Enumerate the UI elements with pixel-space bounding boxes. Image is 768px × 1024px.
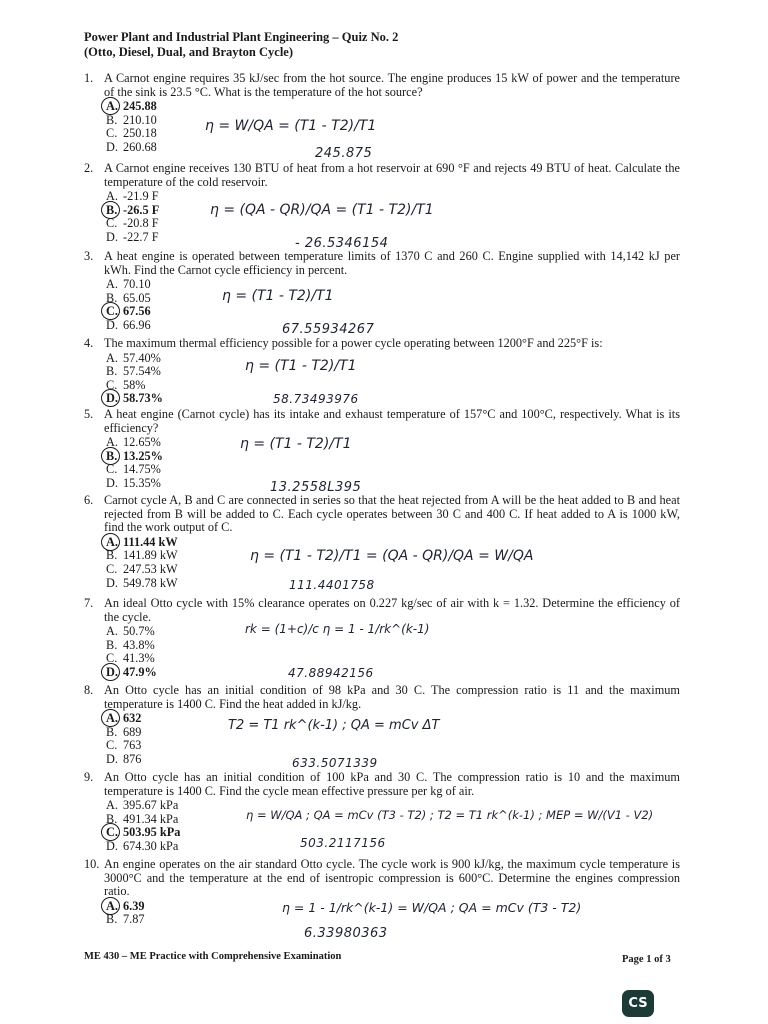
handwritten-formula: η = 1 - 1/rk^(k-1) = W/QA ; QA = mCv (T3 - T2) [282,900,582,915]
question-number: 6. [84,493,94,507]
handwritten-answer: 111.4401758 [289,578,375,592]
question-text: An ideal Otto cycle with 15% clearance operates on 0.227 kg/sec of air with k = 1.32. Determine the efficiency of the cycle. [104,596,680,624]
question-number: 5. [84,407,94,421]
question-number: 9. [84,770,94,784]
question-text: A heat engine (Carnot cycle) has its intake and exhaust temperature of 157°C and 100°C, respectively. What is its efficiency? [104,407,680,435]
handwritten-answer: 245.875 [315,146,373,161]
choice-d[interactable]: D. 15.35% [106,475,161,490]
choice-c[interactable]: C. 14.75% [106,462,161,477]
quiz-subtitle: (Otto, Diesel, Dual, and Brayton Cycle) [84,45,294,59]
question-7 [84,597,680,680]
choice-a[interactable]: A. 6.39 [106,900,680,914]
handwritten-formula: η = (T1 - T2)/T1 [222,288,334,304]
handwritten-answer: 633.5071339 [292,756,378,770]
choice-d[interactable]: D. -22.7 F [106,229,159,244]
selected-circle [101,663,120,681]
handwritten-answer: 47.88942156 [288,666,374,680]
question-1 [84,72,680,155]
camscanner-logo-icon: CS [622,990,654,1017]
choice-b[interactable]: B. 57.54% [106,364,161,379]
question-text: An Otto cycle has an initial condition of 98 kPa and 30 C. The compression ratio is 11 and the maximum temperature is 1400 C. Find the heat added in kJ/kg. [104,683,680,711]
question-text: The maximum thermal efficiency possible for a power cycle operating between 1200°F and 225°F is: [104,336,603,350]
question-number: 10. [84,857,100,871]
choice-d[interactable]: D. 549.78 kW [106,575,178,590]
choice-d[interactable]: D. 66.96 [106,317,151,332]
choice-list [106,278,680,332]
choice-c[interactable]: C. 41.3% [106,651,155,666]
choice-list [106,352,680,406]
question-text: Carnot cycle A, B and C are connected in series so that the heat rejected from A will be the heat added to B and heat rejected from B will be added to C. Each cycle operates between 30 C and 400 C. If heat added to A is 1000 kW, find the work output of C. [104,493,680,535]
choice-c[interactable]: C. 58% [106,377,146,392]
handwritten-answer: 13.2558L395 [270,480,362,495]
quiz-header [84,30,398,60]
question-text: A heat engine is operated between temperature limits of 1370 C and 260 C. Engine supplied with 14,142 kJ per kWh. Find the Carnot cycle efficiency in percent. [104,249,680,277]
choice-a[interactable]: A. 12.65% [106,435,161,450]
choice-b[interactable]: B. 43.8% [106,637,155,652]
handwritten-formula: η = (T1 - T2)/T1 = (QA - QR)/QA = W/QA [250,548,534,564]
choice-a[interactable]: A. 111.44 kW [106,536,680,550]
choice-b[interactable]: B. 689 [106,724,142,739]
choice-b[interactable]: B. 7.87 [106,912,145,927]
question-text: A Carnot engine receives 130 BTU of heat from a hot reservoir at 690 °F and rejects 49 BTU of heat. Calculate the temperature of the cold reservoir. [104,161,680,189]
question-3 [84,250,680,333]
choice-b[interactable]: B. 491.34 kPa [106,811,179,826]
choice-d[interactable]: D. 674.30 kPa [106,838,179,853]
handwritten-formula: η = W/QA = (T1 - T2)/T1 [205,118,377,134]
question-number: 2. [84,161,94,175]
handwritten-answer: 503.2117156 [300,836,386,850]
question-6 [84,494,680,590]
choice-c[interactable]: C. -20.8 F [106,216,159,231]
question-4 [84,337,680,406]
handwritten-answer: 6.33980363 [304,926,388,941]
course-footer: ME 430 – ME Practice with Comprehensive Examination [84,951,342,962]
choice-c[interactable]: C. 247.53 kW [106,561,178,576]
choice-d[interactable]: D. 58.73% [106,392,680,406]
choice-a[interactable]: A. 50.7% [106,624,155,639]
question-5 [84,408,680,491]
handwritten-answer: 67.55934267 [282,322,375,337]
choice-a[interactable]: A. 70.10 [106,277,151,292]
choice-a[interactable]: A. 245.88 [106,100,680,114]
choice-c[interactable]: C. 250.18 [106,126,157,141]
question-number: 1. [84,71,94,85]
quiz-title: Power Plant and Industrial Plant Engineering – Quiz No. 2 [84,30,399,44]
choice-d[interactable]: D. 260.68 [106,139,157,154]
handwritten-formula: η = W/QA ; QA = mCv (T3 - T2) ; T2 = T1 rk^(k-1) ; MEP = W/(V1 - V2) [246,808,654,822]
choice-b[interactable]: B. 141.89 kW [106,548,178,563]
choice-b[interactable]: B. 210.10 [106,112,157,127]
choice-b[interactable]: B. 65.05 [106,290,151,305]
choice-a[interactable]: A. 57.40% [106,350,161,365]
question-number: 3. [84,249,94,263]
choice-c[interactable]: C. 503.95 kPa [106,826,680,840]
handwritten-formula: η = (T1 - T2)/T1 [245,358,357,374]
question-text: A Carnot engine requires 35 kJ/sec from the hot source. The engine produces 15 kW of power and the temperature of the sink is 23.5 °C. What is the temperature of the hot source? [104,71,680,99]
handwritten-answer: 58.73493976 [273,392,359,406]
choice-b[interactable]: B. -26.5 F [106,204,680,218]
question-text: An Otto cycle has an initial condition of 100 kPa and 30 C. The compression ratio is 10 and the maximum temperature is 1400 C. Find the cycle mean effective pressure per kg of air. [104,770,680,798]
question-number: 8. [84,683,94,697]
choice-d[interactable]: D. 876 [106,751,142,766]
question-number: 4. [84,336,94,350]
question-text: An engine operates on the air standard Otto cycle. The cycle work is 900 kJ/kg, the maximum cycle temperature is 3000°C and the temperature at the end of isentropic compression is 600°C. Determine the engines compression ratio. [104,857,680,899]
handwritten-formula: rk = (1+c)/c η = 1 - 1/rk^(k-1) [245,622,430,636]
choice-a[interactable]: A. 632 [106,712,680,726]
handwritten-formula: T2 = T1 rk^(k-1) ; QA = mCv ΔT [228,718,440,733]
handwritten-formula: η = (T1 - T2)/T1 [240,436,352,452]
choice-c[interactable]: C. 67.56 [106,305,680,319]
choice-a[interactable]: A. -21.9 F [106,189,159,204]
handwritten-formula: η = (QA - QR)/QA = (T1 - T2)/T1 [210,202,434,218]
handwritten-answer: - 26.5346154 [295,236,389,251]
question-10 [84,858,680,927]
choice-b[interactable]: B. 13.25% [106,450,680,464]
question-number: 7. [84,596,94,610]
choice-c[interactable]: C. 763 [106,738,142,753]
choice-a[interactable]: A. 395.67 kPa [106,798,179,813]
page-number: Page 1 of 3 [622,954,671,965]
choice-list [106,100,680,154]
choice-d[interactable]: D. 47.9% [106,666,680,680]
choice-list [106,436,680,490]
